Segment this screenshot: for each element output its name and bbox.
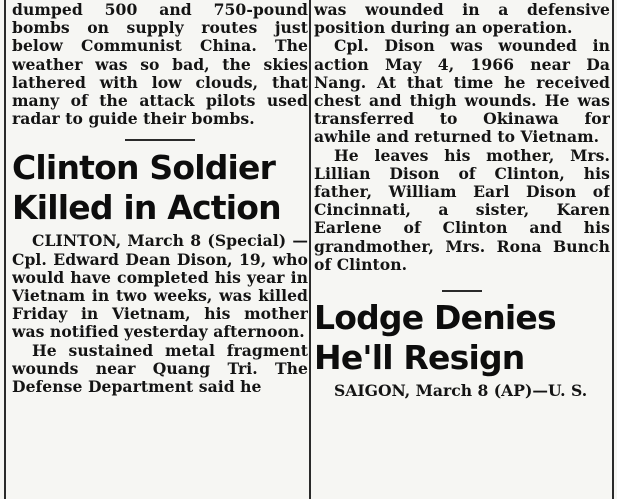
article-continuation-paragraph: was wounded in a defensive position during an operation. [314,0,610,38]
right-column [314,0,610,499]
headline-line-2: He'll Resign [314,338,525,378]
headline-line-1: Lodge Denies [314,298,556,338]
headline-line-1: Clinton Soldier [12,148,276,188]
article-survivors-paragraph: He leaves his mother, Mrs. Lillian Dison of Clinton, his father, William Earl Dison of Cincinnati, a sister, Karen Earlene of Clinton and his grandmother, Mrs. Rona Bunch of Clinton. [314,145,610,274]
left-column [12,0,308,499]
column-rule-middle [309,0,311,499]
column-rule-right [612,0,614,499]
headline-line-2: Killed in Action [12,188,281,228]
headline-lodge-denies [314,298,610,378]
article-body-paragraph: Cpl. Dison was wounded in action May 4, 1966 near Da Nang. At that time he received chest and thigh wounds. He was transferred to Okinawa for awhile and returned to Vietnam. [314,36,610,147]
article-continuation-paragraph: dumped 500 and 750-pound bombs on supply routes just below Communist China. The weather was so bad, the skies lathered with low clouds, that many of the attack pilots used radar to guide their bombs. [12,0,308,129]
column-rule-left [4,0,6,499]
article-body-paragraph: He sustained metal fragment wounds near Quang Tri. The Defense Department said he [12,340,308,397]
headline-clinton-soldier [12,148,308,228]
article-lead-paragraph: CLINTON, March 8 (Special) —Cpl. Edward Dean Dison, 19, who would have completed his year in Vietnam in two weeks, was killed Friday in Vietnam, his mother was notified yesterday afternoon. [12,231,308,342]
article-dateline: SAIGON, March 8 (AP)—U. S. [334,381,588,401]
